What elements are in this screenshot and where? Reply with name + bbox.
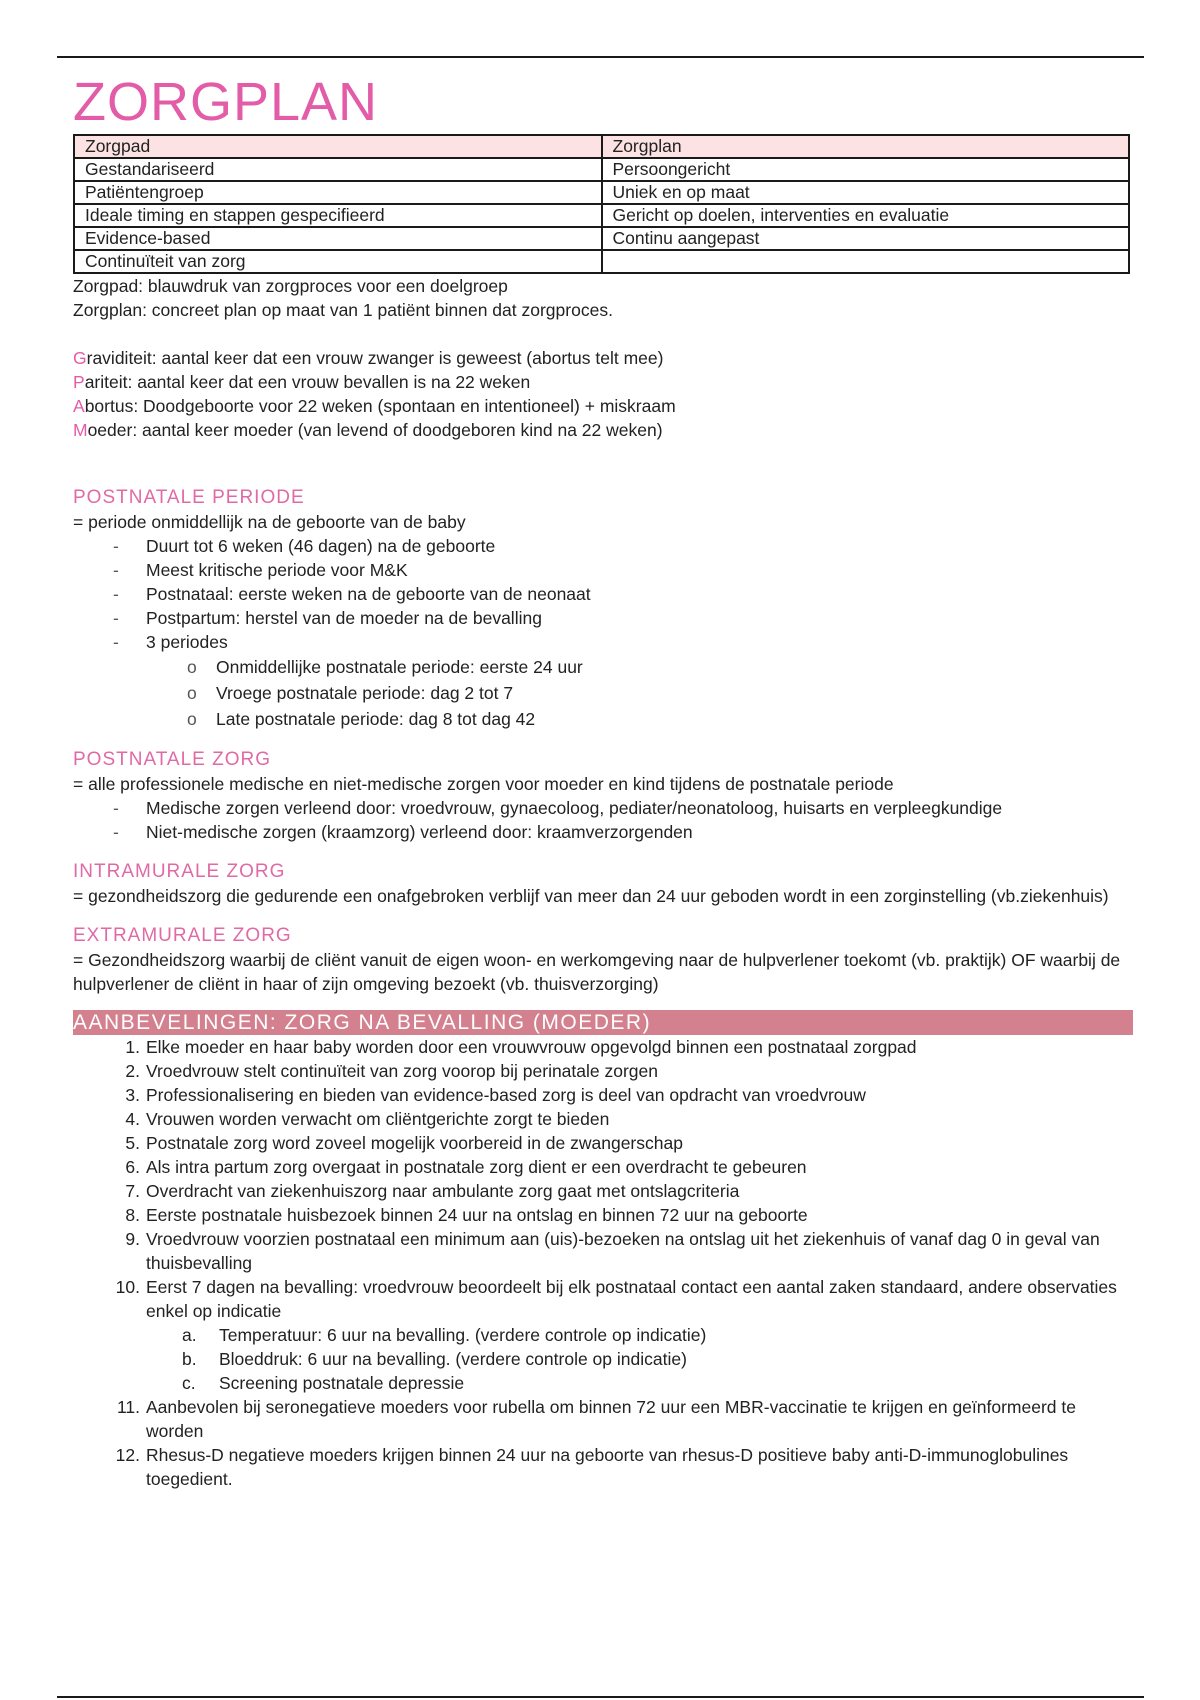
sub-list-item: o Onmiddellijke postnatale periode: eerste 24 uur	[184, 654, 1133, 680]
table-cell: Ideale timing en stappen gespecifieerd	[74, 204, 602, 227]
list-item	[115, 1275, 1133, 1395]
list-item-text: Postnatale zorg word zoveel mogelijk voorbereid in de zwangerschap	[146, 1133, 683, 1153]
list-item-text: Bloeddruk: 6 uur na bevalling. (verdere controle op indicatie)	[219, 1349, 687, 1369]
list-item-text: Eerst 7 dagen na bevalling: vroedvrouw beoordeelt bij elk postnataal contact een aantal zaken standaard, andere observaties enkel op indicatie	[146, 1277, 1117, 1321]
gpam-moeder	[73, 418, 1133, 442]
list-item	[125, 1083, 1133, 1107]
list-item-text: 3 periodes	[146, 632, 228, 652]
list-number: 2.	[125, 1061, 140, 1081]
list-item: - Postpartum: herstel van de moeder na de bevalling	[113, 606, 1133, 630]
table-cell: Continuïteit van zorg	[74, 250, 602, 273]
list-item-text: Als intra partum zorg overgaat in postnatale zorg dient er een overdracht te gebeuren	[146, 1157, 807, 1177]
document-page	[73, 72, 1133, 1491]
sub-list-item	[182, 1323, 1133, 1347]
gpam-text: oeder: aantal keer moeder (van levend of doodgeboren kind na 22 weken)	[87, 420, 663, 440]
list-item-text: Aanbevolen bij seronegatieve moeders voor rubella om binnen 72 uur een MBR-vaccinatie te krijgen en geïnformeerd te worden	[146, 1397, 1076, 1441]
table-cell	[602, 250, 1130, 273]
table-header-cell: Zorgplan	[602, 135, 1130, 158]
gpam-abortus	[73, 394, 1133, 418]
list-item	[125, 1107, 1133, 1131]
section-definition: = periode onmiddellijk na de geboorte van de baby	[73, 512, 466, 532]
table-cell: Uniek en op maat	[602, 181, 1130, 204]
list-number: 8.	[125, 1205, 140, 1225]
bullet-list	[73, 796, 1133, 844]
table-header-row	[74, 135, 1129, 158]
gpam-letter: A	[73, 396, 85, 416]
list-number: 10.	[115, 1277, 140, 1297]
sub-list	[146, 1323, 1133, 1395]
list-letter: c.	[182, 1373, 196, 1393]
list-item	[125, 1203, 1133, 1227]
page-title: ZORGPLAN	[73, 72, 379, 132]
table-row	[74, 158, 1129, 181]
gpam-letter: M	[73, 420, 88, 440]
list-item-text: Vrouwen worden verwacht om cliëntgerichte zorgt te bieden	[146, 1109, 610, 1129]
table-row	[74, 181, 1129, 204]
list-number: 11.	[116, 1397, 140, 1417]
list-item: - Duurt tot 6 weken (46 dagen) na de geboorte	[113, 534, 1133, 558]
table-cell: Patiëntengroep	[74, 181, 602, 204]
list-item	[125, 1179, 1133, 1203]
bullet-list	[73, 534, 1133, 732]
list-item-text: Rhesus-D negatieve moeders krijgen binnen 24 uur na geboorte van rhesus-D positieve baby anti-D-immunoglobulines toegedient.	[146, 1445, 1069, 1489]
list-item-text: Vroedvrouw stelt continuïteit van zorg voorop bij perinatale zorgen	[146, 1061, 659, 1081]
section-definition: = gezondheidszorg die gedurende een onafgebroken verblijf van meer dan 24 uur geboden wordt in een zorginstelling (vb.ziekenhuis)	[73, 886, 1109, 906]
table-row	[74, 227, 1129, 250]
section-heading-intramurale-zorg: INTRAMURALE ZORG	[73, 861, 286, 882]
list-item-text: Eerste postnatale huisbezoek binnen 24 uur na ontslag en binnen 72 uur na geboorte	[146, 1205, 808, 1225]
list-item	[125, 1059, 1133, 1083]
top-rule	[57, 56, 1144, 58]
section-heading-postnatale-zorg: POSTNATALE ZORG	[73, 749, 271, 770]
list-number: 5.	[125, 1133, 140, 1153]
gpam-para	[73, 370, 1133, 394]
list-item	[125, 1155, 1133, 1179]
gpam-text: ariteit: aantal keer dat een vrouw bevallen is na 22 weken	[84, 372, 531, 392]
definition-zorgpad: Zorgpad: blauwdruk van zorgproces voor een doelgroep	[73, 276, 508, 296]
sub-list-item: o Vroege postnatale periode: dag 2 tot 7	[184, 680, 1133, 706]
section-banner-aanbevelingen: AANBEVELINGEN: ZORG NA BEVALLING (MOEDER)	[73, 1010, 1133, 1035]
section-heading-postnatale-periode: POSTNATALE PERIODE	[73, 487, 305, 508]
list-number: 6.	[125, 1157, 140, 1177]
gpam-text: bortus: Doodgeboorte voor 22 weken (spontaan en intentioneel) + miskraam	[84, 396, 676, 416]
section-heading-extramurale-zorg: EXTRAMURALE ZORG	[73, 925, 292, 946]
definition-zorgplan: Zorgplan: concreet plan op maat van 1 patiënt binnen dat zorgproces.	[73, 300, 613, 320]
list-item: - Medische zorgen verleend door: vroedvrouw, gynaecoloog, pediater/neonatoloog, huisarts en verpleegkundige	[113, 796, 1133, 820]
sub-list-item	[182, 1371, 1133, 1395]
bottom-rule	[57, 1696, 1144, 1698]
list-item-text: Elke moeder en haar baby worden door een vrouwvrouw opgevolgd binnen een postnataal zorgpad	[146, 1037, 917, 1057]
table-cell: Persoongericht	[602, 158, 1130, 181]
table-header-cell: Zorgpad	[74, 135, 602, 158]
table-cell: Gericht op doelen, interventies en evaluatie	[602, 204, 1130, 227]
list-item	[113, 630, 1133, 732]
list-letter: b.	[182, 1349, 197, 1369]
gpam-letter: P	[73, 372, 85, 392]
list-item: - Postnataal: eerste weken na de geboorte van de neonaat	[113, 582, 1133, 606]
list-item-text: Temperatuur: 6 uur na bevalling. (verdere controle op indicatie)	[219, 1325, 707, 1345]
list-item	[125, 1131, 1133, 1155]
list-item-text: Screening postnatale depressie	[219, 1373, 465, 1393]
recommendations-list	[73, 1035, 1133, 1491]
table-row	[74, 250, 1129, 273]
table-cell: Continu aangepast	[602, 227, 1130, 250]
list-number: 3.	[125, 1085, 140, 1105]
list-number: 9.	[125, 1229, 140, 1249]
list-item	[115, 1443, 1133, 1491]
list-item: - Meest kritische periode voor M&K	[113, 558, 1133, 582]
list-number: 12.	[115, 1445, 140, 1465]
list-item	[116, 1395, 1133, 1443]
gpam-gravida	[73, 346, 1133, 370]
table-cell: Evidence-based	[74, 227, 602, 250]
list-number: 1.	[125, 1037, 140, 1057]
table-cell: Gestandariseerd	[74, 158, 602, 181]
list-item	[125, 1227, 1133, 1275]
table-row	[74, 204, 1129, 227]
gpam-text: raviditeit: aantal keer dat een vrouw zwanger is geweest (abortus telt mee)	[86, 348, 664, 368]
list-item-text: Vroedvrouw voorzien postnataal een minimum aan (uis)-bezoeken na ontslag uit het ziekenhuis of vanaf dag 0 in geval van thuisbevalling	[146, 1229, 1100, 1273]
list-item-text: Overdracht van ziekenhuiszorg naar ambulante zorg gaat met ontslagcriteria	[146, 1181, 740, 1201]
list-item	[125, 1035, 1133, 1059]
section-definition: = Gezondheidszorg waarbij de cliënt vanuit de eigen woon- en werkomgeving naar de hulpverlener toekomt (vb. praktijk) OF waarbij de hulpverlener de cliënt in haar of zijn omgeving bezoekt (vb. thuisverzorging)	[73, 950, 1121, 994]
section-definition: = alle professionele medische en niet-medische zorgen voor moeder en kind tijdens de postnatale periode	[73, 774, 894, 794]
list-letter: a.	[182, 1325, 197, 1345]
list-number: 4.	[125, 1109, 140, 1129]
sub-list-item: o Late postnatale periode: dag 8 tot dag 42	[184, 706, 1133, 732]
list-item: - Niet-medische zorgen (kraamzorg) verleend door: kraamverzorgenden	[113, 820, 1133, 844]
comparison-table	[73, 134, 1130, 274]
list-item-text: Professionalisering en bieden van evidence-based zorg is deel van opdracht van vroedvrouw	[146, 1085, 866, 1105]
sub-list-item	[182, 1347, 1133, 1371]
sub-bullet-list	[146, 654, 1133, 732]
list-number: 7.	[125, 1181, 140, 1201]
gpam-letter: G	[73, 348, 87, 368]
